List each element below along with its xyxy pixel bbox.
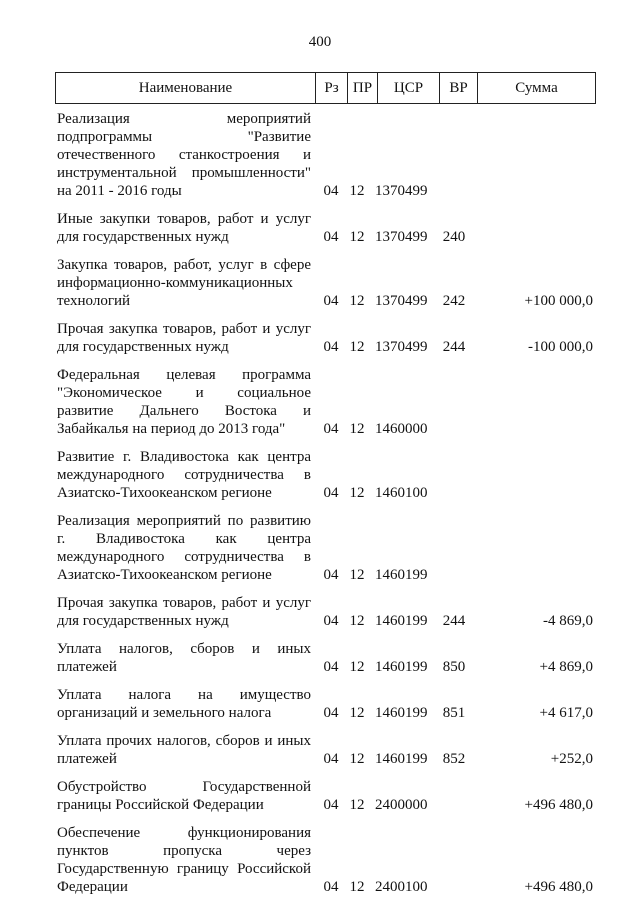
row-pr: 12 — [349, 421, 365, 437]
row-pr: 12 — [349, 705, 365, 721]
row-csr: 1460199 — [375, 751, 428, 767]
row-csr: 1460199 — [375, 659, 428, 675]
row-pr: 12 — [349, 659, 365, 675]
row-rz: 04 — [323, 567, 339, 583]
row-name: Прочая закупка товаров, работ и услуг для государственных нужд — [57, 595, 311, 629]
table-row — [55, 594, 595, 630]
row-pr: 12 — [349, 567, 365, 583]
row-name: Закупка товаров, работ, услуг в сфере информационно-коммуникационных технологий — [57, 257, 311, 309]
budget-rows — [55, 110, 595, 906]
row-csr: 1460199 — [375, 567, 428, 583]
row-pr: 12 — [349, 879, 365, 895]
row-sum: +4 869,0 — [539, 659, 593, 675]
table-row — [55, 732, 595, 768]
row-csr: 1370499 — [375, 339, 428, 355]
row-vr: 242 — [442, 293, 466, 309]
row-sum: +496 480,0 — [524, 879, 593, 895]
row-name: Уплата налога на имущество организаций и земельного налога — [57, 687, 311, 721]
row-sum: +100 000,0 — [524, 293, 593, 309]
column-header-csr: ЦСР — [378, 73, 440, 104]
column-header-pr: ПР — [348, 73, 378, 104]
row-sum: +496 480,0 — [524, 797, 593, 813]
row-rz: 04 — [323, 183, 339, 199]
row-rz: 04 — [323, 659, 339, 675]
row-vr: 244 — [442, 613, 466, 629]
column-header-rz: Рз — [316, 73, 348, 104]
table-row — [55, 778, 595, 814]
row-csr: 2400000 — [375, 797, 428, 813]
table-row — [55, 210, 595, 246]
row-rz: 04 — [323, 339, 339, 355]
table-row — [55, 824, 595, 896]
row-name: Прочая закупка товаров, работ и услуг для государственных нужд — [57, 321, 311, 355]
row-pr: 12 — [349, 613, 365, 629]
row-pr: 12 — [349, 183, 365, 199]
row-csr: 1460100 — [375, 485, 428, 501]
row-rz: 04 — [323, 751, 339, 767]
row-pr: 12 — [349, 485, 365, 501]
row-csr: 1460199 — [375, 613, 428, 629]
row-csr: 2400100 — [375, 879, 428, 895]
row-rz: 04 — [323, 879, 339, 895]
page-number: 400 — [308, 34, 332, 50]
row-rz: 04 — [323, 485, 339, 501]
row-vr: 244 — [442, 339, 466, 355]
row-sum: +4 617,0 — [539, 705, 593, 721]
row-pr: 12 — [349, 751, 365, 767]
table-header — [55, 72, 596, 104]
table-row — [55, 366, 595, 438]
row-csr: 1460000 — [375, 421, 428, 437]
row-vr: 852 — [442, 751, 466, 767]
row-rz: 04 — [323, 293, 339, 309]
row-rz: 04 — [323, 229, 339, 245]
row-name: Реализация мероприятий по развитию г. Владивостока как центра международного сотрудничества в Азиатско-Тихоокеанском регионе — [57, 513, 311, 583]
table-row — [55, 686, 595, 722]
row-rz: 04 — [323, 705, 339, 721]
row-pr: 12 — [349, 229, 365, 245]
row-vr: 851 — [442, 705, 466, 721]
row-sum: +252,0 — [550, 751, 593, 767]
row-csr: 1370499 — [375, 293, 428, 309]
row-name: Уплата налогов, сборов и иных платежей — [57, 641, 311, 675]
row-pr: 12 — [349, 339, 365, 355]
table-row — [55, 256, 595, 310]
column-header-sum: Сумма — [478, 73, 596, 104]
table-row — [55, 110, 595, 200]
row-name: Реализация мероприятий подпрограммы "Развитие отечественного станкостроения и инструментальной промышленности" на 2011 - 2016 годы — [57, 111, 311, 199]
row-name: Обустройство Государственной границы Российской Федерации — [57, 779, 311, 813]
row-name: Иные закупки товаров, работ и услуг для государственных нужд — [57, 211, 311, 245]
table-row — [55, 640, 595, 676]
row-pr: 12 — [349, 797, 365, 813]
row-rz: 04 — [323, 421, 339, 437]
table-row — [55, 512, 595, 584]
row-sum: -100 000,0 — [528, 339, 593, 355]
row-rz: 04 — [323, 797, 339, 813]
row-name: Федеральная целевая программа "Экономическое и социальное развитие Дальнего Востока и Забайкалья на период до 2013 года" — [57, 367, 311, 437]
table-row — [55, 448, 595, 502]
row-vr: 240 — [442, 229, 466, 245]
table-row — [55, 320, 595, 356]
row-csr: 1370499 — [375, 229, 428, 245]
column-header-name: Наименование — [56, 73, 316, 104]
column-header-vr: ВР — [440, 73, 478, 104]
row-name: Развитие г. Владивостока как центра международного сотрудничества в Азиатско-Тихоокеанском регионе — [57, 449, 311, 501]
row-pr: 12 — [349, 293, 365, 309]
row-vr: 850 — [442, 659, 466, 675]
row-name: Обеспечение функционирования пунктов пропуска через Государственную границу Российской Федерации — [57, 825, 311, 895]
row-rz: 04 — [323, 613, 339, 629]
row-csr: 1460199 — [375, 705, 428, 721]
row-csr: 1370499 — [375, 183, 428, 199]
row-name: Уплата прочих налогов, сборов и иных платежей — [57, 733, 311, 767]
row-sum: -4 869,0 — [543, 613, 593, 629]
